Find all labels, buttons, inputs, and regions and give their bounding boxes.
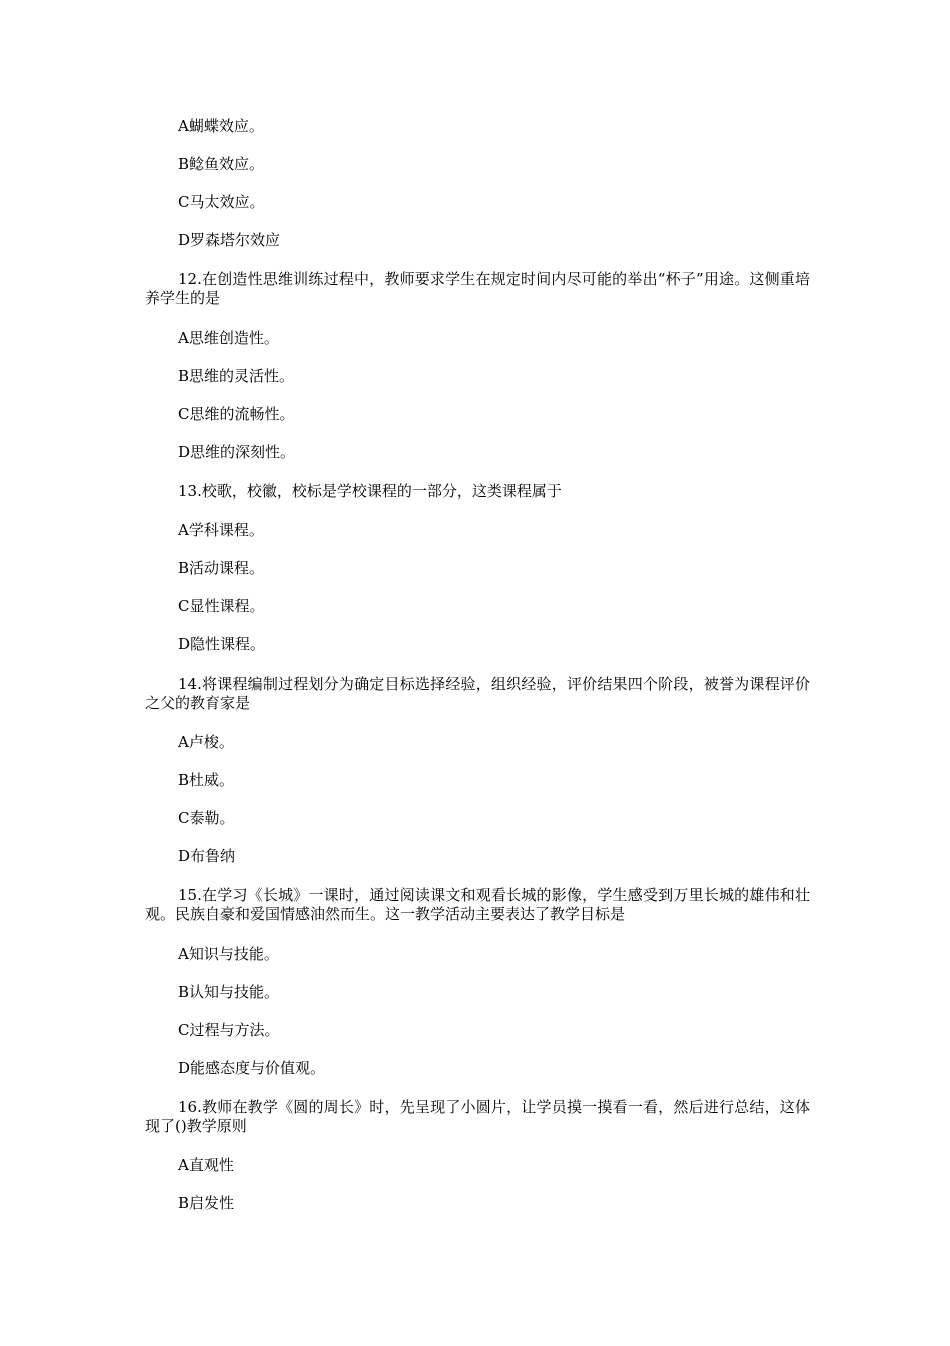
q12-option-d: D思维的深刻性。 [178,443,296,461]
q13-option-a: A学科课程。 [178,521,264,539]
q11-option-a: A蝴蝶效应。 [178,117,264,135]
q15-stem: 15.在学习《长城》一课时，通过阅读课文和观看长城的影像，学生感受到万里长城的雄伟和壮观。民族自豪和爱国情感油然而生。这一教学活动主要表达了教学目标是 [145,886,810,923]
q14-option-b: B杜威。 [178,771,235,789]
q13-option-d: D隐性课程。 [178,635,266,653]
q16-stem: 16.教师在教学《圆的周长》时，先呈现了小圆片，让学员摸一摸看一看，然后进行总结，这体现了()教学原则 [145,1098,810,1135]
q11-option-d: D罗森塔尔效应 [178,231,281,249]
q15-option-a: A知识与技能。 [178,945,279,963]
q13-option-b: B活动课程。 [178,559,265,577]
q16-option-a: A直观性 [178,1156,234,1174]
q14-stem: 14.将课程编制过程划分为确定目标选择经验，组织经验，评价结果四个阶段，被誉为课程评价之父的教育家是 [145,675,810,712]
q11-option-b: B鲶鱼效应。 [178,155,265,173]
q16-option-b: B启发性 [178,1194,235,1212]
q14-option-d: D布鲁纳 [178,847,236,865]
q11-option-c: C马太效应。 [178,193,265,211]
q15-option-c: C过程与方法。 [178,1021,280,1039]
q13-stem: 13.校歌，校徽，校标是学校课程的一部分，这类课程属于 [178,482,562,500]
q12-option-b: B思维的灵活性。 [178,367,295,385]
q12-option-c: C思维的流畅性。 [178,405,295,423]
q15-option-b: B认知与技能。 [178,983,280,1001]
q14-option-c: C泰勒。 [178,809,235,827]
q14-option-a: A卢梭。 [178,733,234,751]
q13-option-c: C显性课程。 [178,597,265,615]
q12-option-a: A思维创造性。 [178,329,279,347]
q15-option-d: D能感态度与价值观。 [178,1059,326,1077]
q12-stem: 12.在创造性思维训练过程中，教师要求学生在规定时间内尽可能的举出“杯子”用途。这侧重培养学生的是 [145,270,810,307]
